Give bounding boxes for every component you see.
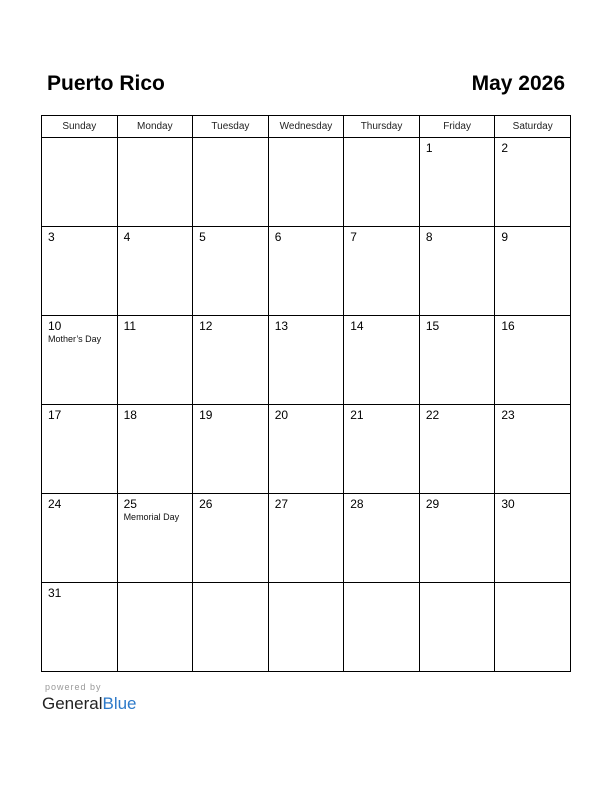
weekday-header: Monday (117, 116, 193, 138)
week-row (42, 405, 571, 494)
day-cell (495, 494, 571, 583)
day-cell (42, 138, 118, 227)
day-cell (193, 583, 269, 672)
day-cell (344, 583, 420, 672)
day-cell (42, 227, 118, 316)
week-row (42, 494, 571, 583)
day-cell (193, 138, 269, 227)
day-cell (495, 316, 571, 405)
day-number: 27 (274, 497, 289, 511)
brand-blue-text: Blue (102, 694, 137, 713)
day-cell (117, 494, 193, 583)
day-number: 14 (350, 319, 364, 333)
day-cell (193, 494, 269, 583)
day-cell (419, 405, 495, 494)
day-cell (117, 583, 193, 672)
day-number: 29 (425, 497, 440, 511)
day-cell (419, 316, 495, 405)
week-row (42, 316, 571, 405)
day-cell (268, 227, 344, 316)
brand-general-text: General (42, 694, 103, 713)
weekday-header: Saturday (495, 116, 571, 138)
day-number: 7 (350, 230, 357, 244)
day-number: 5 (199, 230, 206, 244)
weekday-header: Wednesday (268, 116, 344, 138)
day-number: 16 (501, 319, 515, 333)
day-cell (495, 405, 571, 494)
day-number: 22 (425, 408, 440, 422)
day-number: 17 (48, 408, 62, 422)
day-number: 31 (48, 586, 62, 600)
day-cell (344, 405, 420, 494)
day-number: 25 (123, 497, 137, 511)
day-cell (193, 316, 269, 405)
day-cell (193, 227, 269, 316)
day-cell (117, 316, 193, 405)
day-number: 12 (199, 319, 213, 333)
day-cell (117, 138, 193, 227)
day-cell (344, 138, 420, 227)
day-cell (42, 316, 118, 405)
week-row (42, 138, 571, 227)
day-number: 11 (123, 319, 137, 333)
powered-by-label: powered by (45, 682, 102, 692)
day-number: 26 (199, 497, 213, 511)
weekday-header-row (42, 116, 571, 138)
day-number: 23 (501, 408, 515, 422)
month-title: May 2026 (471, 72, 565, 95)
day-number: 18 (123, 408, 137, 422)
day-number: 28 (350, 497, 364, 511)
day-cell (117, 227, 193, 316)
day-number: 24 (48, 497, 62, 511)
day-cell (344, 227, 420, 316)
day-cell (268, 316, 344, 405)
day-cell (495, 138, 571, 227)
day-cell (268, 583, 344, 672)
day-number: 4 (123, 230, 131, 244)
calendar-grid (41, 115, 571, 672)
day-cell (42, 494, 118, 583)
day-number: 2 (501, 141, 509, 155)
day-number: 30 (501, 497, 515, 511)
region-title: Puerto Rico (47, 72, 165, 95)
day-cell (268, 494, 344, 583)
day-cell (268, 405, 344, 494)
day-number: 1 (425, 141, 433, 155)
week-row (42, 227, 571, 316)
weekday-header: Sunday (42, 116, 118, 138)
day-cell (42, 583, 118, 672)
day-cell (419, 583, 495, 672)
day-cell (268, 138, 344, 227)
day-number: 19 (199, 408, 213, 422)
week-row (42, 583, 571, 672)
day-cell (419, 494, 495, 583)
weekday-header: Tuesday (193, 116, 269, 138)
day-cell (495, 583, 571, 672)
day-number: 15 (425, 319, 440, 333)
day-cell (419, 227, 495, 316)
day-cell (419, 138, 495, 227)
day-number: 8 (425, 230, 433, 244)
day-cell (117, 405, 193, 494)
day-number: 3 (48, 230, 55, 244)
day-cell (42, 405, 118, 494)
day-number: 20 (274, 408, 289, 422)
day-number: 13 (274, 319, 289, 333)
weekday-header: Thursday (344, 116, 420, 138)
day-cell (193, 405, 269, 494)
day-number: 21 (350, 408, 364, 422)
day-number: 9 (501, 230, 509, 244)
day-cell (344, 494, 420, 583)
day-number: 6 (274, 230, 282, 244)
brand-logo[interactable] (42, 694, 137, 714)
day-cell (344, 316, 420, 405)
weekday-header: Friday (419, 116, 495, 138)
holiday-label: Memorial Day (123, 512, 180, 522)
holiday-label: Mother’s Day (48, 334, 102, 344)
day-cell (495, 227, 571, 316)
day-number: 10 (48, 319, 62, 333)
